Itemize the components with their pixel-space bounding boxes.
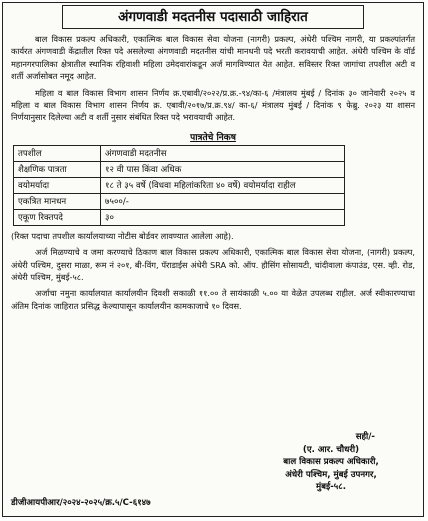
criteria-value: ७५००/- [101, 193, 345, 209]
signature-block [251, 431, 411, 494]
intro-paragraph: बाल विकास प्रकल्प अधिकारी, एकात्मिक बाल विकास सेवा योजना (नागरी) प्रकल्प, अंधेरी पश्चिम नागरी, या प्रकल्पांतर्गत कार्यरत अंगणवाडी केंद्रातील रिक्त पदे असलेल्या अंगणवाडी मदतनीस यांची मानधनी पदे भरती करावयाची आहेत. अंधेरी पश्चिम के वॉर्ड महानगरपालिका क्षेत्रातील स्थानिक रहिवाशी महिला उमेदवारांकडून अर्ज मागविण्यात येत आहेत. सविस्तर रिक्त जागांचा तपशील अटी व शर्ती अर्जासोबत नमूद आहेत. [11, 34, 415, 82]
signatory-name: (ए. आर. चौधरी) [302, 444, 360, 455]
criteria-value: १८ ते ३५ वर्षे (विधवा महिलांकरिता ४० वर्षे) वयोमर्यादा राहील [101, 177, 345, 193]
application-location-paragraph: अर्ज मिळण्याचे व जमा करण्याचे ठिकाण बाल विकास प्रकल्प अधिकारी, एकात्मिक बाल विकास सेवा योजना, (नागरी) प्रकल्प, अंधेरी पश्चिम, दुसरा माळा, रूम नं २०१, बी-विंग, पॅराडाईस अंधेरी SRA को. ऑप. हौसिंग सोसायटी, चांदीवाला कंपाउंड, एस. व्ही. रोड, अंधेरी पश्चिम, मुंबई-५८. [11, 247, 415, 283]
notice-title: अंगणवाडी मदतनीस पदासाठी जाहिरात [62, 5, 364, 29]
criteria-value: १२ वी पास किंवा अधिक [101, 161, 345, 177]
criteria-label: वयोमर्यादा [14, 177, 101, 193]
government-resolution-paragraph: महिला व बाल विकास विभाग शासन निर्णय क्र.एबावी/२०२२/प्र.क्र.-९४/का-६ /मंत्रालय मुंबई / दिनांक ३० जानेवारी २०२५ व महिला व बाल विकास विभाग शासन निर्णय क्र. एबावी/२०१७/प्र.क्र.९४/ का-६/ मंत्रालय मुंबई / दिनांक ९ फेब्रु. २०२३ या शासन निर्णयानुसार दिलेल्या अटी व शर्ती नुसार संबंधित रिक्त पदे भरावयाची आहेत. [11, 87, 415, 123]
criteria-label: तपशील [14, 145, 101, 161]
application-timing-paragraph: अर्जाचा नमुना कार्यालयात कार्यालयीन दिवशी सकाळी ११.०० ते सायंकाळी ५.०० या वेळेत उपलब्ध राहील. अर्ज स्वीकारण्याचा अंतिम दिनांक जाहिरात प्रसिद्ध केल्यापासून कार्यालयीन कामकाजाचे १० दिवस. [11, 288, 415, 311]
table-row [14, 145, 345, 161]
notice-board-note: (रिक्त पदाचा तपशील कार्यालयाच्या नोटीस बोर्डवर लावण्यात आलेला आहे). [11, 230, 234, 241]
signature-mark: सही/- [355, 432, 375, 442]
criteria-label: एकूण रिक्तपदे [14, 209, 101, 225]
advertisement-notice [2, 2, 424, 517]
eligibility-table [13, 145, 345, 226]
table-row [14, 193, 345, 209]
signatory-office: अंधेरी पश्चिम, मुंबई उपनगर, [285, 469, 377, 480]
criteria-label: एकत्रित मानधन [14, 193, 101, 209]
criteria-label: शैक्षणिक पात्रता [14, 161, 101, 177]
reference-number: डीजीआयपीआर/२०२४-२०२५/क्र.५/C-६१४७ [11, 498, 151, 508]
signatory-designation: बाल विकास प्रकल्प अधिकारी, [283, 457, 379, 468]
signatory-city: मुंबई-५८. [315, 482, 347, 493]
criteria-heading: पात्रतेचे निकष [190, 132, 236, 143]
table-row [14, 177, 345, 193]
criteria-value: अंगणवाडी मदतनीस [101, 145, 345, 161]
table-row [14, 161, 345, 177]
criteria-value: ३० [101, 209, 345, 225]
table-row [14, 209, 345, 225]
